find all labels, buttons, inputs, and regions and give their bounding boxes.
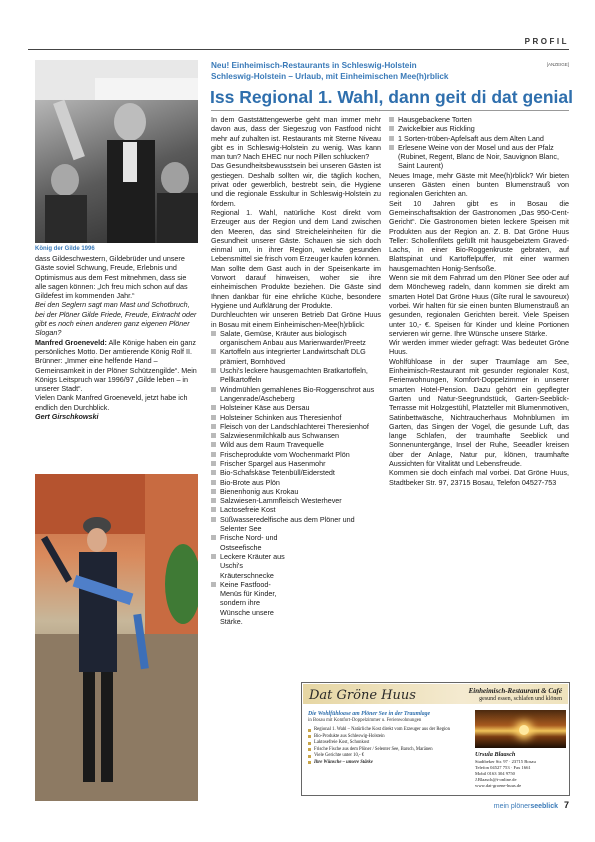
page-footer	[494, 800, 569, 810]
contact-address: Stadtbeker Str. 97 · 23715 Bosau	[475, 759, 536, 764]
ad-subtitle-secondary: in Bosau mit Komfort-Doppelzimmer u. Ferienwohnungen	[308, 718, 422, 723]
top-rule	[28, 49, 569, 50]
mid-paragraph: Durchleuchten wir unseren Betrieb Dat Gröne Huus in Bosau mit einem Einheimischen-Mee(h)rblick:	[211, 310, 381, 329]
advertisement	[301, 682, 570, 796]
photo-king-1996-illustration	[35, 60, 198, 243]
list-item: Ihre Wünsche – unsere Stärke	[308, 760, 468, 767]
mid-paragraph: In dem Gaststättengewerbe geht man immer mehr davon aus, dass der Siegeszug von Fastfood nicht mehr auf zuhalten ist. Restaurants mit Sterne Niveau gibt es in Schleswig-Holstein zu wenig. Was kann man tun? Nach EHEC nur noch Pillen schlucken?	[211, 115, 381, 162]
list-item: 1 Sorten-trüben-Apfelsaft aus dem Alten Land	[389, 134, 569, 143]
left-question: Bei den Seglern sagt man Mast und Schotbruch, bei der Plöner Gilde Friede, Freude, Eintracht oder gibt es noch einen anderen ganz eigenen Plöner Slogan?	[35, 300, 197, 338]
right-paragraph: Wir werden immer wieder gefragt: Was bedeutet Gröne Huus.	[389, 338, 569, 357]
list-item: Bio-Brote aus Plön	[211, 478, 381, 487]
ad-subtitle: Die Wohlfühloase am Plöner See in der Traumlage	[308, 711, 431, 717]
list-item: Holsteiner Käse aus Dersau	[211, 403, 381, 412]
list-item: Bienenhonig aus Krokau	[211, 487, 381, 496]
list-item: Lactosefreie Kost	[211, 505, 381, 514]
photo-king-1996	[35, 60, 198, 243]
contact-email[interactable]: J.Blaasch@t-online.de	[475, 777, 517, 782]
sun-icon	[519, 725, 529, 735]
footer-brand: mein plöner	[493, 803, 531, 810]
ad-tagline-secondary: gesund essen, schlafen und klönen	[479, 696, 562, 702]
drinks-list	[389, 115, 569, 171]
mid-paragraph: Das Gesundheitsbewusstsein bei unseren Gästen ist gestiegen. Deshalb sollten wir, die täglich kochen, privat oder gewerblich, bestrebt sein, die Hygiene und die regionale Esskultur in Schleswig-Holstein zu fördern.	[211, 161, 381, 208]
ad-logo: Dat Gröne Huus	[309, 688, 416, 703]
list-item: Viele Gerichte unter 10,- €	[308, 753, 468, 760]
list-item: Süßwasseredelfische aus dem Plöner und Selenter See	[211, 515, 381, 534]
right-paragraph: Neues Image, mehr Gäste mit Mee(h)rblick? Wir bieten unseren Gästen einen bunten Blumenstrauß von regionalen Gerichten an.	[389, 170, 569, 199]
right-paragraph: Kommen sie doch einfach mal vorbei. Dat Gröne Huus, Stadtbeker Str. 97, 23715 Bosau, Telefon 04527-753	[389, 468, 569, 487]
ad-contact	[475, 751, 536, 789]
interviewee-name: Manfred Groeneveld:	[35, 337, 107, 347]
list-item: Frischeprodukte vom Wochenmarkt Plön	[211, 450, 381, 459]
list-item: Keine Fastfood-Menüs für Kinder, sondern ihre Wünsche unsere Stärke.	[211, 580, 289, 626]
right-paragraph: Wohlfühloase in der super Traumlage am See, Einheimisch-Restaurant mit gesunder regionaler Kost, Ferienwohnungen, Komfort-Doppelzimmer in unserer smarten Hotel-Pension. Dazu gehört ein gepflegter Garten und Natur-Seegrundstück, Garten-Seeblick-Terrasse mit Holzgestühl, Platzteller mit Blumenmotiven, Satinbettwäsche, Nichtraucherhaus Mohnblumen im Garten, das Singen der Vogel, die gesunde Luft, das lange Schlafen, der traumhafte Seeblick und Sonnenuntergänge, Insel der Ruhe, Seeadler kreisen über der Anlage, Natur pur, klönen, traumhafte Aussichten für Vitalität und Lebensfreude.	[389, 356, 569, 468]
ad-banner	[303, 684, 568, 704]
middle-column	[211, 115, 381, 626]
contact-name: Ursula Blaasch	[475, 751, 516, 758]
kicker-primary: Neu! Einheimisch-Restaurants in Schleswig-Holstein	[211, 61, 417, 70]
list-item: Kartoffeln aus integrierter Landwirtschaft DLG prämiert, Bornhöved	[211, 347, 381, 366]
headline: Iss Regional 1. Wahl, dann geit di dat genial	[210, 87, 574, 107]
list-item: Frische Nord- und Ostseefische	[211, 533, 289, 552]
ad-label: [ANZEIGE]	[546, 62, 569, 67]
list-item: Leckere Kräuter aus Uschi's Kräuterschnecke	[211, 552, 289, 580]
contact-phone: Telefon 04527 753 · Fax 1661	[475, 765, 531, 770]
mid-paragraph: Regional 1. Wahl, natürliche Kost direkt vom Erzeuger aus der Region und dem Land zwischen den Meeren, das sind Streicheleinheiten für die Gesundheit unserer Gäste. Schauen sie sich doch einmal um, in ihrer Region, welche gesunden Lebensmittel sie frisch vom Erzeuger kaufen können.	[211, 207, 381, 264]
section-label: PROFIL	[524, 37, 569, 46]
headline-rule	[211, 110, 569, 111]
list-item: Hausgebackene Torten	[389, 115, 569, 124]
list-item: Salate, Gemüse, Kräuter aus biologisch organischem Anbau aus Marienwarder/Preetz	[211, 329, 381, 348]
ad-sunset-photo	[475, 710, 566, 748]
list-item: Laktosefreie Kost, Schonkost	[308, 740, 468, 747]
list-item: Salzwiesen-Lammfleisch Westerhever	[211, 496, 381, 505]
list-item: Frische Fische aus dem Plöner / Selenter See, Barsch, Maränen	[308, 747, 468, 754]
answer-text: Alle Könige haben ein ganz persönliches Motto. Der amtierende König Rolf II. Brünner: „Immer eine helfende Hand – Gemeinsamkeit in der Plöner Schützengilde“. Mein Königs Leitspruch war 1996/97 „Gilde leben – in unserer Stadt“.	[35, 337, 197, 394]
kicker-secondary: Schleswig-Holstein – Urlaub, mit Einheimischen Mee(h)rblick	[211, 72, 449, 81]
left-answer	[35, 338, 198, 394]
list-item: Zwickelbier aus Rickling	[389, 124, 569, 133]
list-item: Frischer Spargel aus Hasenmohr	[211, 459, 381, 468]
right-paragraph: Wenn sie mit dem Fahrrad um den Plöner See oder auf dem Möncheweg radeln, dann kommen sie direkt am smarten Hotel Dat Gröne Huus (Gîte rural le savoureux) vorbei. Wir halten für sie einen bunten Blumenstrauß an gesunden, regionalen Gerichten bereit. Viele Speisen unter 10,- €. Speisen für Kinder und kleine Portionen servieren wir gerne. Ihre Wünsche unsere Stärke.	[389, 273, 569, 338]
list-item: Salzwiesenmilchkalb aus Schwansen	[211, 431, 381, 440]
list-item: Fleisch von der Landschlachterei Theresienhof	[211, 422, 381, 431]
right-paragraph: Seit 10 Jahren gibt es in Bosau die Gemeinschaftsaktion der Gastronomen „Das 950-Cent-Gericht“. Die Gastronomen bieten leckere Speisen mit Produkten aus der Region an. Z. B. Dat Gröne Huus Teller: Schollenfilets gefüllt mit hausgebeiztem Graved-Lachs, in einer Bio-Roggenkruste gebraten, auf Blattspinat und Kartoffelpuffer, mit einer warmen hausgemachten Honig-Senfsoße.	[389, 198, 569, 273]
left-paragraph: dass Gildeschwestern, Gildebrüder und unsere Gäste soviel Schwung, Freude, Erlebnis und Optimismus aus dem Fest mitnehmen, dass sie alle sagen können: „Ich freu mich schon auf das Gildefest im kommenden Jahr.“	[35, 254, 188, 301]
photo-parade-illustration	[35, 474, 198, 801]
product-list	[211, 329, 381, 627]
left-column	[35, 254, 198, 421]
list-item: Uschi's leckere hausgemachten Bratkartoffeln, Pellkartoffeln	[211, 366, 381, 385]
photo-caption: König der Gilde 1996	[35, 246, 95, 252]
photo-parade	[35, 474, 198, 801]
page-number: 7	[563, 800, 569, 810]
left-closing: Vielen Dank Manfred Groeneveld, jetzt habe ich endlich den Durchblick.	[35, 393, 188, 412]
footer-brand-bold: seeblick	[530, 803, 558, 810]
ad-feature-list	[308, 727, 468, 767]
list-item: Bio-Produkte aus Schleswig-Holstein	[308, 734, 468, 741]
author: Gert Girschkowski	[35, 412, 99, 422]
list-item: Regional 1. Wahl – Natürliche Kost direkt vom Erzeuger aus der Region	[308, 727, 468, 734]
contact-website[interactable]: www.dat-groene-huus.de	[475, 783, 522, 788]
list-item: Erlesene Weine von der Mosel und aus der Pfalz (Rubinet, Regent, Blanc de Noir, Sauvignon Blanc, Saint Laurent)	[389, 143, 569, 171]
list-item: Bio-Schafskäse Tetenbüll/Eiderstedt	[211, 468, 381, 477]
right-column	[389, 115, 569, 487]
ad-tagline: Einheimisch-Restaurant & Café	[468, 687, 562, 695]
contact-mobile: Mobil 0163 304 9750	[475, 771, 515, 776]
list-item: Windmühlen gemahlenes Bio-Roggenschrot aus Langenrade/Ascheberg	[211, 385, 381, 404]
list-item: Wild aus dem Raum Travequelle	[211, 440, 381, 449]
mid-paragraph: Man sollte dem Gast auch in der Speisenkarte im Vorwort darauf hinweisen, woher sie ihre einheimischen Produkte beziehen. Die Gäste sind Ihnen dankbar für eine ehrliche Küche, besondere Hygiene und Aufklärung der Produkte.	[211, 263, 381, 310]
list-item: Holsteiner Schinken aus Theresienhof	[211, 413, 381, 422]
